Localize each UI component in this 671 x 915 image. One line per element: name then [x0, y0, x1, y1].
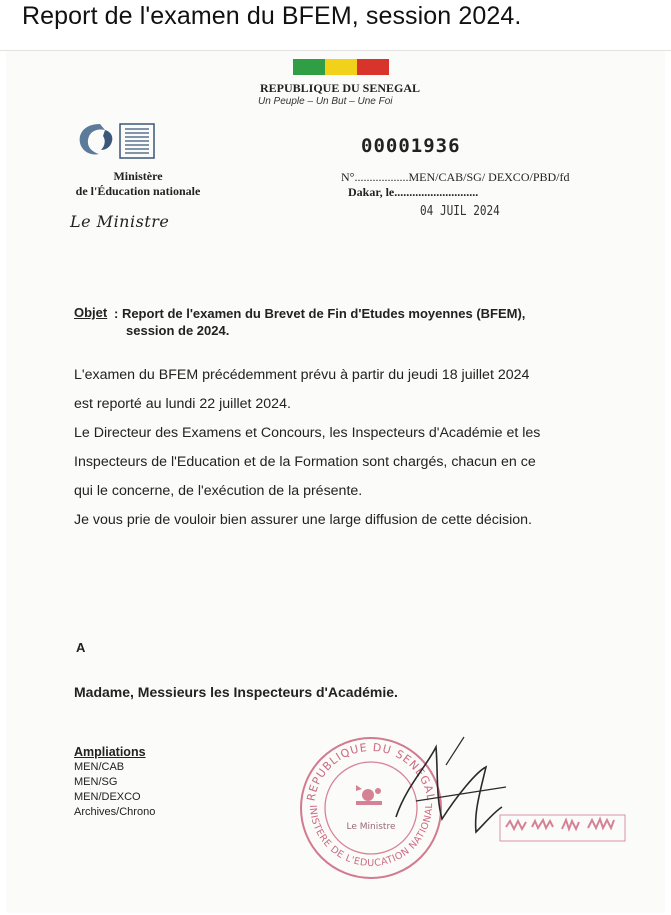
stamp-bottom-text: INISTERE DE L'EDUCATION NATIONAL	[306, 802, 436, 870]
reference-number: N°..................MEN/CAB/SG/ DEXCO/PBD/fd	[341, 170, 570, 184]
addressee-prefix: A	[76, 640, 86, 655]
flag-stripe-red	[357, 59, 389, 75]
ministry-line-2: de l'Éducation nationale	[75, 184, 201, 198]
subject-text	[114, 305, 602, 339]
ampliation-item: Archives/Chrono	[74, 806, 156, 818]
stamp-center-text: Le Ministre	[346, 822, 396, 832]
date-stamp: 04 JUIL 2024	[420, 204, 500, 219]
letter-body	[74, 361, 614, 535]
body-line: est reporté au lundi 22 juillet 2024.	[74, 396, 291, 412]
ministry-line-1: Ministère	[113, 169, 163, 183]
ministry-logo-icon	[72, 118, 164, 169]
flag-stripe-green	[293, 59, 325, 75]
ministry-name	[58, 169, 218, 199]
flag-stripe-yellow	[325, 59, 357, 75]
post-title: Report de l'examen du BFEM, session 2024.	[22, 2, 522, 30]
senegal-flag-icon	[293, 59, 389, 75]
minister-title: Le Ministre	[70, 212, 170, 231]
body-line: L'examen du BFEM précédemment prévu à partir du jeudi 18 juillet 2024	[74, 367, 530, 383]
place-date-line: Dakar, le............................	[348, 185, 479, 199]
serial-number: 00001936	[361, 135, 461, 157]
body-line: Je vous prie de vouloir bien assurer une large diffusion de cette décision.	[74, 512, 532, 528]
ampliations-heading: Ampliations	[74, 745, 146, 759]
subject-label: Objet	[74, 305, 108, 320]
ampliation-item: MEN/DEXCO	[74, 791, 141, 803]
subject-line-2: session de 2024.	[126, 323, 230, 338]
body-line: Inspecteurs de l'Education et de la Formation sont chargés, chacun en ce	[74, 454, 536, 470]
ampliations-list	[74, 745, 155, 820]
document-page	[6, 51, 665, 913]
subject-line-1: : Report de l'examen du Brevet de Fin d'Etudes moyennes (BFEM),	[114, 306, 526, 321]
stamp-top-text: REPUBLIQUE DU SENEGAL	[304, 740, 438, 803]
republic-name: REPUBLIQUE DU SENEGAL	[260, 81, 421, 95]
republic-motto: Un Peuple – Un But – Une Foi	[258, 96, 393, 107]
ampliation-item: MEN/CAB	[74, 761, 125, 773]
body-line: qui le concerne, de l'exécution de la présente.	[74, 483, 363, 499]
handwritten-signature	[376, 727, 636, 872]
ampliation-item: MEN/SG	[74, 776, 118, 788]
body-line: Le Directeur des Examens et Concours, les Inspecteurs d'Académie et les	[74, 425, 541, 441]
addressee: Madame, Messieurs les Inspecteurs d'Académie.	[74, 684, 398, 700]
